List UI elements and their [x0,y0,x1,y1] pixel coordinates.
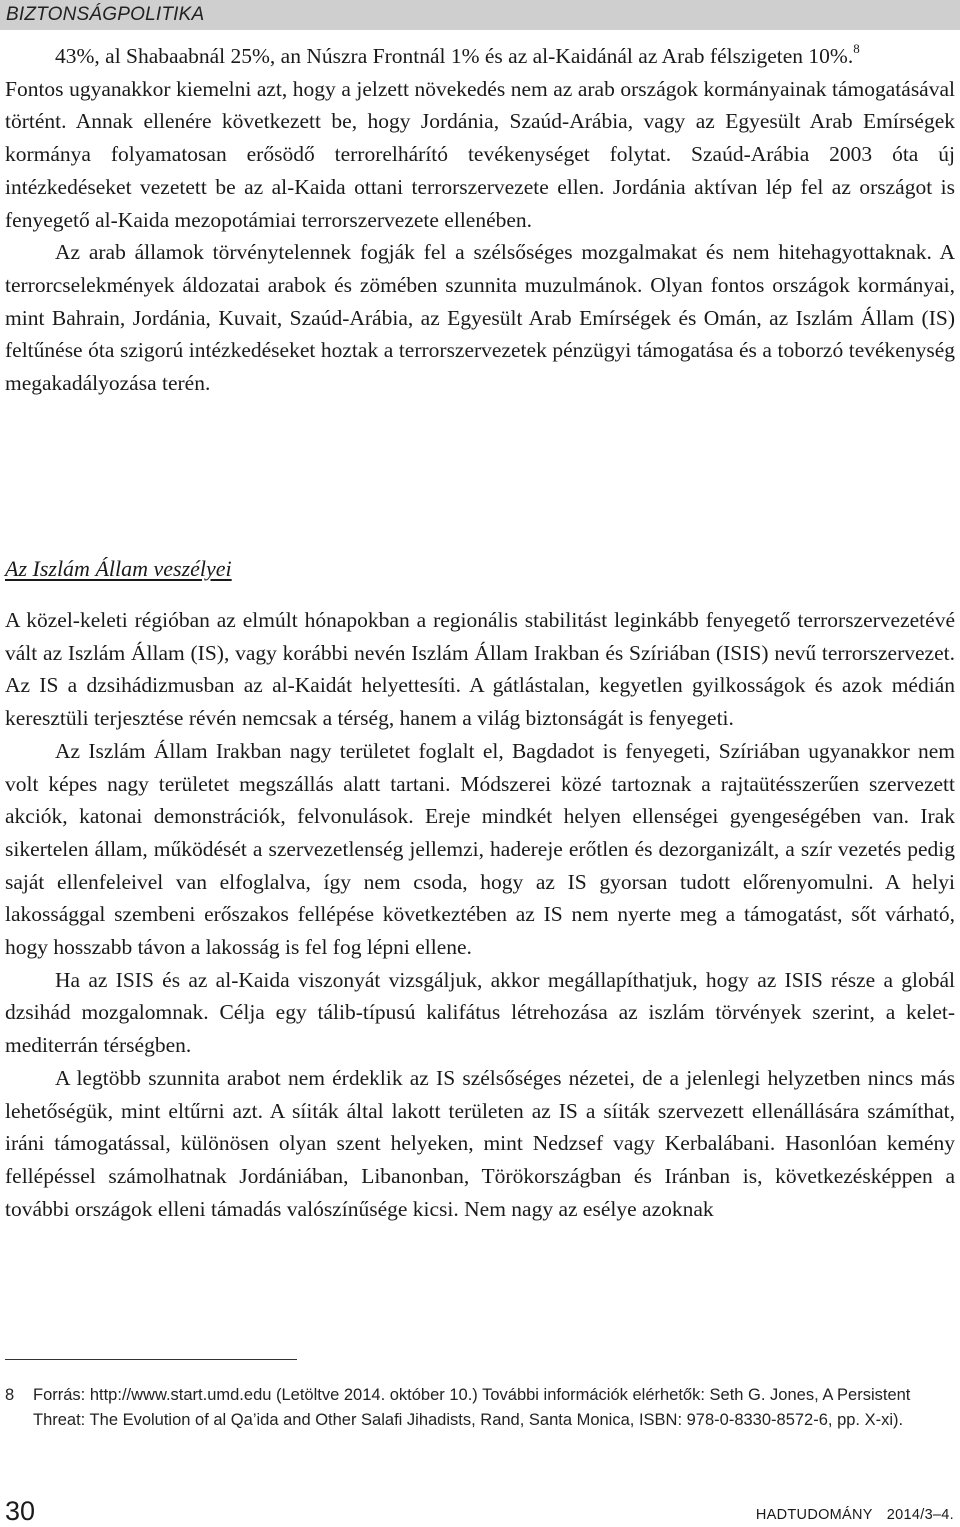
paragraph: A közel-keleti régióban az elmúlt hónapokban a regionális stabilitást leginkább fenyegető terrorszervezetévé vált az Iszlám Állam (IS), vagy korábbi nevén Iszlám Állam Irakban és Szíriában (ISIS) nevű terrorszervezet. Az IS a dzsihádizmusban az al-Kaidát helyettesíti. A gátlástalan, kegyetlen gyilkosságok és azok médián keresztüli terjesztése révén nemcsak a térség, hanem a világ biztonságát is fenyegeti. [5,608,955,731]
journal-issue: 2014/3–4. [886,1507,954,1523]
page-number: 30 [5,1496,36,1526]
paragraph: Ha az ISIS és az al-Kaida viszonyát vizsgáljuk, akkor megállapíthatjuk, hogy az ISIS része a globál dzsihád mozgalomnak. Célja egy tálib-típusú kalifátus létrehozása az iszlám törvények szerint, a kelet-mediterrán térségben. [5,967,955,1058]
section-heading: Az Iszlám Állam veszélyei [5,556,232,581]
section-name: BIZTONSÁGPOLITIKA [6,4,205,25]
journal-name: HADTUDOMÁNY [755,1507,873,1523]
paragraph: Fontos ugyanakkor kiemelni azt, hogy a jelzett növekedés nem az arab országok kormányainak támogatásával történt. Annak ellenére következett be, hogy Jordánia, Szaúd-Arábia, vagy az Egyesült Arab Emírségek kormánya folyamatosan erősödő terrorelhárító tevékenységet folytat. Szaúd-Arábia 2003 óta új intézkedéseket vezetett be az al-Kaida ottani terrorszervezete ellen. Jordánia aktívan lép fel az országot is fenyegető al-Kaida mezopotámiai terrorszervezete ellenében. [5,76,955,232]
paragraph: 43%, al Shabaabnál 25%, an Núszra Frontnál 1% és az al-Kaidánál az Arab félszigeten 10%.$^8$ [55,40,860,68]
paragraph: Az arab államok törvénytelennek fogják fel a szélsőséges mozgalmakat és nem hitehagyottaknak. A terrorcselekmények áldozatai arabok és zömében szunnita muzulmánok. Olyan fontos országok kormányai, mint Bahrain, Jordánia, Kuvait, Szaúd-Arábia, az Egyesült Arab Emírségek és Omán, az Iszlám Állam (IS) feltűnése óta szigorú intézkedéseket hoztak a terrorszervezetek pénzügyi támogatása és a toborzó tevékenység megakadályozása terén. [5,240,955,396]
footnote-number: 8 [5,1386,15,1404]
section-text [5,604,955,1225]
footnote-text: Forrás: http://www.start.umd.edu (Letöltve 2014. október 10.) További információk elérhetők: Seth G. Jones, A Persistent Threat: The Evolution of al Qa’ida and Other Salafi Jihadists, Rand, Santa Monica, ISBN: 978-0-8330-8572-6, pp. X-xi). [33,1386,911,1429]
footnote-ref[interactable]: 8 [853,40,860,56]
top-text [5,40,955,400]
footnote-divider [5,1359,297,1360]
journal-footer [756,1507,954,1523]
footnote [5,1383,955,1432]
running-header [0,0,960,30]
paragraph: Az Iszlám Állam Irakban nagy területet foglalt el, Bagdadot is fenyegeti, Szíriában ugyanakkor nem volt képes nagy területet megszállás alatt tartani. Módszerei közé tartoznak a rajtaütésszerűen szervezett akciók, katonai demonstrációk, felvonulások. Ereje mindkét helyen ellenségei gyengeségében van. Irak sikertelen állam, működését a szervezetlenség jellemzi, hadereje erőtlen és dezorganizált, a szír vezetés pedig saját ellenfeleivel van elfoglalva, így nem csoda, hogy az IS gyorsan tudott előrenyomulni. A helyi lakossággal szembeni erőszakos fellépése következtében az IS nem nyerte meg a támogatást, sőt várható, hogy hosszabb távon a lakosság is fel fog lépni ellene. [5,738,955,960]
paragraph: A legtöbb szunnita arabot nem érdeklik az IS szélsőséges nézetei, de a jelenlegi helyzetben nincs más lehetőségük, mint eltűrni azt. A síiták által lakott területen az IS a síiták szervezett ellenállására számíthat, iráni támogatással, különösen olyan szent helyeken, mint Nedzsef vagy Kerbalábani. Hasonlóan kemény fellépéssel számolhatnak Jordániában, Libanonban, Törökországban és Iránban is, következésképpen a további országok elleni támadás valószínűsége kicsi. Nem nagy az esélye azoknak [5,1065,955,1221]
